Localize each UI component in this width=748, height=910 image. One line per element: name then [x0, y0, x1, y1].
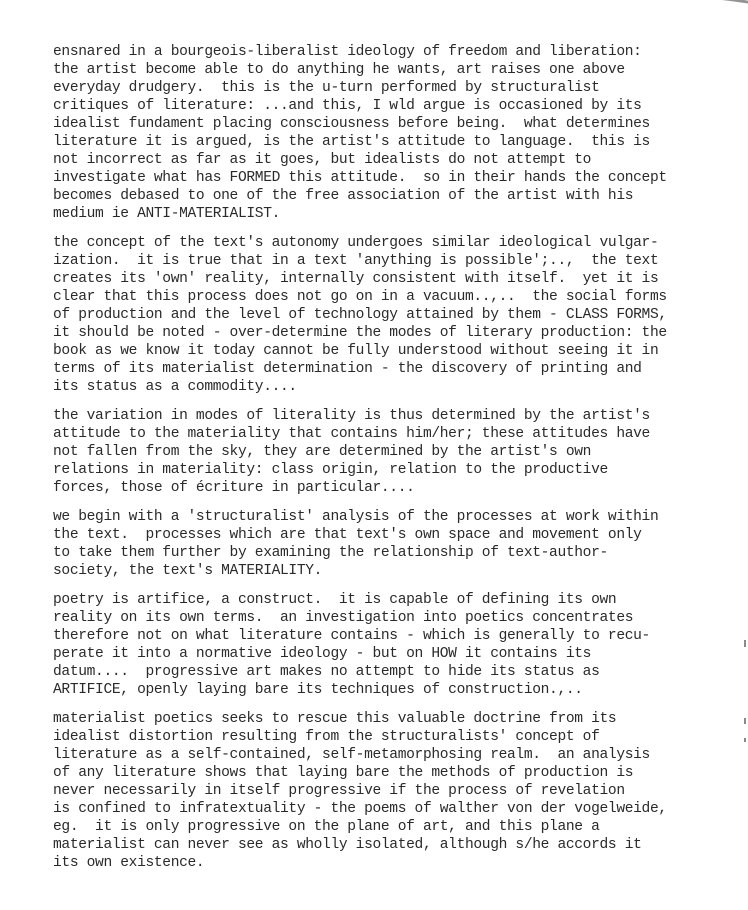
text-line: becomes debased to one of the free association of the artist with his	[53, 188, 634, 204]
text-line: perate it into a normative ideology - but on HOW it contains its	[53, 646, 592, 662]
text-line: investigate what has FORMED this attitude. so in their hands the concept	[53, 170, 667, 186]
text-line: reality on its own terms. an investigation into poetics concentrates	[53, 610, 634, 626]
text-line: we begin with a 'structuralist' analysis of the processes at work within	[53, 509, 659, 525]
text-line: society, the text's MATERIALITY.	[53, 563, 323, 579]
paragraph	[53, 508, 748, 580]
text-line: idealist fundament placing consciousness before being. what determines	[53, 116, 650, 132]
text-line: not incorrect as far as it goes, but idealists do not attempt to	[53, 152, 592, 168]
text-line: of any literature shows that laying bare the methods of production is	[53, 765, 634, 781]
text-line: to take them further by examining the relationship of text-author-	[53, 545, 608, 561]
text-line: of production and the level of technology attained by them - CLASS FORMS,	[53, 307, 667, 323]
text-line: ensnared in a bourgeois-liberalist ideology of freedom and liberation:	[53, 44, 642, 60]
text-line: never necessarily in itself progressive if the process of revelation	[53, 783, 625, 799]
text-line: terms of its materialist determination - the discovery of printing and	[53, 361, 642, 377]
scan-corner-mark	[705, 0, 748, 12]
text-line: eg. it is only progressive on the plane of art, and this plane a	[53, 819, 600, 835]
text-line: materialist can never see as wholly isolated, although s/he accords it	[53, 837, 642, 853]
text-line: everyday drudgery. this is the u-turn performed by structuralist	[53, 80, 600, 96]
text-line: datum.... progressive art makes no attempt to hide its status as	[53, 664, 600, 680]
text-line: book as we know it today cannot be fully understood without seeing it in	[53, 343, 659, 359]
text-line: is confined to infratextuality - the poems of walther von der vogelweide,	[53, 801, 667, 817]
text-line: medium ie ANTI-MATERIALIST.	[53, 206, 281, 222]
text-line: the variation in modes of literality is thus determined by the artist's	[53, 408, 650, 424]
text-line: literature it is argued, is the artist's attitude to language. this is	[53, 134, 650, 150]
text-line: not fallen from the sky, they are determined by the artist's own	[53, 444, 592, 460]
text-line: poetry is artifice, a construct. it is capable of defining its own	[53, 592, 617, 608]
paragraph	[53, 710, 748, 872]
text-line: its own existence.	[53, 855, 205, 871]
paragraph	[53, 591, 748, 699]
paragraph	[53, 407, 748, 497]
text-line: clear that this process does not go on in a vacuum..,.. the social forms	[53, 289, 667, 305]
text-line: forces, those of écriture in particular....	[53, 480, 415, 496]
text-line: therefore not on what literature contains - which is generally to recu-	[53, 628, 650, 644]
text-line: its status as a commodity....	[53, 379, 297, 395]
typewritten-page	[53, 43, 748, 883]
text-line: creates its 'own' reality, internally consistent with itself. yet it is	[53, 271, 659, 287]
text-line: the concept of the text's autonomy undergoes similar ideological vulgar-	[53, 235, 659, 251]
text-line: the artist become able to do anything he wants, art raises one above	[53, 62, 625, 78]
text-line: attitude to the materiality that contains him/her; these attitudes have	[53, 426, 650, 442]
text-line: critiques of literature: ...and this, I wld argue is occasioned by its	[53, 98, 642, 114]
text-line: ARTIFICE, openly laying bare its techniques of construction.,..	[53, 682, 583, 698]
paragraph	[53, 234, 748, 396]
text-line: ization. it is true that in a text 'anything is possible';.., the text	[53, 253, 659, 269]
text-line: the text. processes which are that text's own space and movement only	[53, 527, 642, 543]
text-line: literature as a self-contained, self-metamorphosing realm. an analysis	[53, 747, 650, 763]
text-line: it should be noted - over-determine the modes of literary production: the	[53, 325, 667, 341]
paragraph	[53, 43, 748, 223]
text-line: relations in materiality: class origin, relation to the productive	[53, 462, 608, 478]
text-line: idealist distortion resulting from the structuralists' concept of	[53, 729, 600, 745]
text-line: materialist poetics seeks to rescue this valuable doctrine from its	[53, 711, 617, 727]
